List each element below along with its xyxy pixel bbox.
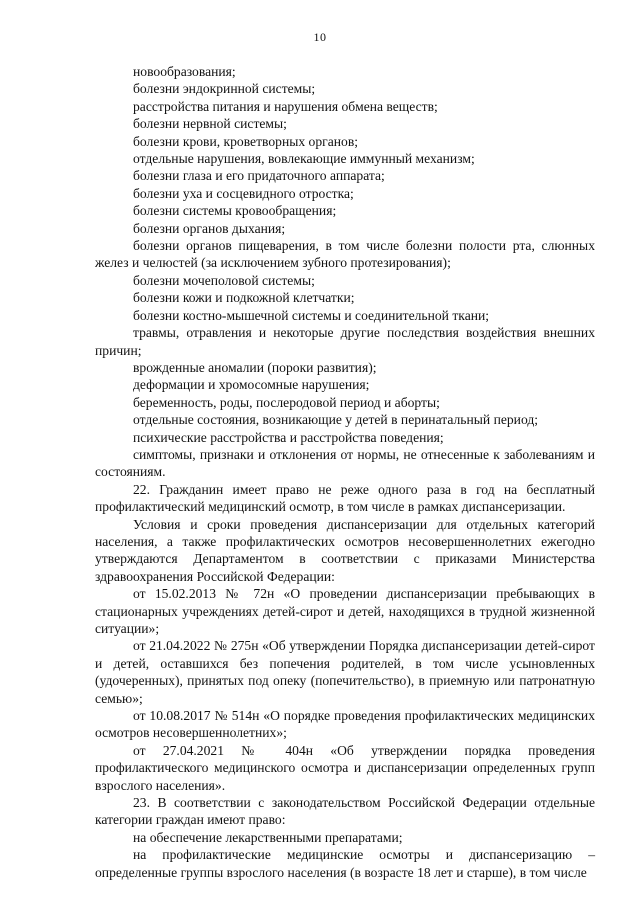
- list-item: болезни эндокринной системы;: [133, 81, 316, 97]
- paragraph-conditions: Условия и сроки проведения диспансеризации для отдельных категорий населения, а также профилактических осмотров несовершеннолетних ежегодно утверждаются Департаментом в соответствии с приказами Министерства здравоохранения Российской Федерации:: [95, 516, 595, 584]
- list-item: расстройства питания и нарушения обмена веществ;: [133, 98, 438, 114]
- list-item: деформации и хромосомные нарушения;: [133, 377, 370, 393]
- list-item: болезни мочеполовой системы;: [133, 272, 315, 288]
- list-item: психические расстройства и расстройства поведения;: [133, 429, 444, 445]
- list-item: болезни крови, кроветворных органов;: [133, 133, 359, 149]
- page-number: 10: [313, 30, 327, 44]
- list-item: болезни костно-мышечной системы и соединительной ткани;: [133, 307, 490, 323]
- list-item: беременность, роды, послеродовой период и аборты;: [133, 394, 440, 410]
- list-item: болезни глаза и его придаточного аппарата;: [133, 168, 385, 184]
- list-item: болезни системы кровообращения;: [133, 203, 337, 219]
- list-item: болезни органов пищеварения, в том числе болезни полости рта, слюнных желез и челюстей (за исключением зубного протезирования);: [95, 238, 595, 271]
- document-body: [95, 63, 595, 881]
- list-item: врожденные аномалии (пороки развития);: [133, 359, 377, 375]
- order-275n: от 21.04.2022 № 275н «Об утверждении Порядка диспансеризации детей-сирот и детей, оставшихся без попечения родителей, в том числе усыновленных (удочеренных), принятых под опеку (попечительство), в приемную или патронатную семью»;: [95, 638, 595, 706]
- list-item: болезни уха и сосцевидного отростка;: [133, 185, 354, 201]
- right-medicines: на обеспечение лекарственными препаратами;: [133, 829, 403, 845]
- list-item: болезни кожи и подкожной клетчатки;: [133, 290, 355, 306]
- order-72n: от 15.02.2013 № 72н «О проведении диспансеризации пребывающих в стационарных учреждениях детей-сирот и детей, находящихся в трудной жизненной ситуации»;: [95, 586, 595, 636]
- list-item: болезни органов дыхания;: [133, 220, 286, 236]
- list-item: отдельные состояния, возникающие у детей в перинатальный период;: [133, 412, 539, 428]
- list-item: симптомы, признаки и отклонения от нормы, не отнесенные к заболеваниям и состояниям.: [95, 446, 595, 480]
- list-item: новообразования;: [133, 64, 236, 79]
- paragraph-22: 22. Гражданин имеет право не реже одного раза в год на бесплатный профилактический медицинский осмотр, в том числе в рамках диспансеризации.: [95, 481, 595, 515]
- right-checkups: на профилактические медицинские осмотры и диспансеризацию – определенные группы взрослого населения (в возрасте 18 лет и старше), в том числе: [95, 847, 595, 880]
- order-404n: от 27.04.2021 № 404н «Об утверждении порядка проведения профилактического медицинского осмотра и диспансеризации определенных групп взрослого населения».: [95, 742, 595, 793]
- order-514n: от 10.08.2017 № 514н «О порядке проведения профилактических медицинских осмотров несовершеннолетних»;: [95, 708, 595, 741]
- paragraph-23: 23. В соответствии с законодательством Российской Федерации отдельные категории граждан имеют право:: [95, 795, 595, 828]
- list-item: травмы, отравления и некоторые другие последствия воздействия внешних причин;: [95, 325, 595, 358]
- list-item: болезни нервной системы;: [133, 116, 287, 132]
- disease-class-list: [95, 63, 595, 481]
- list-item: отдельные нарушения, вовлекающие иммунный механизм;: [133, 151, 475, 167]
